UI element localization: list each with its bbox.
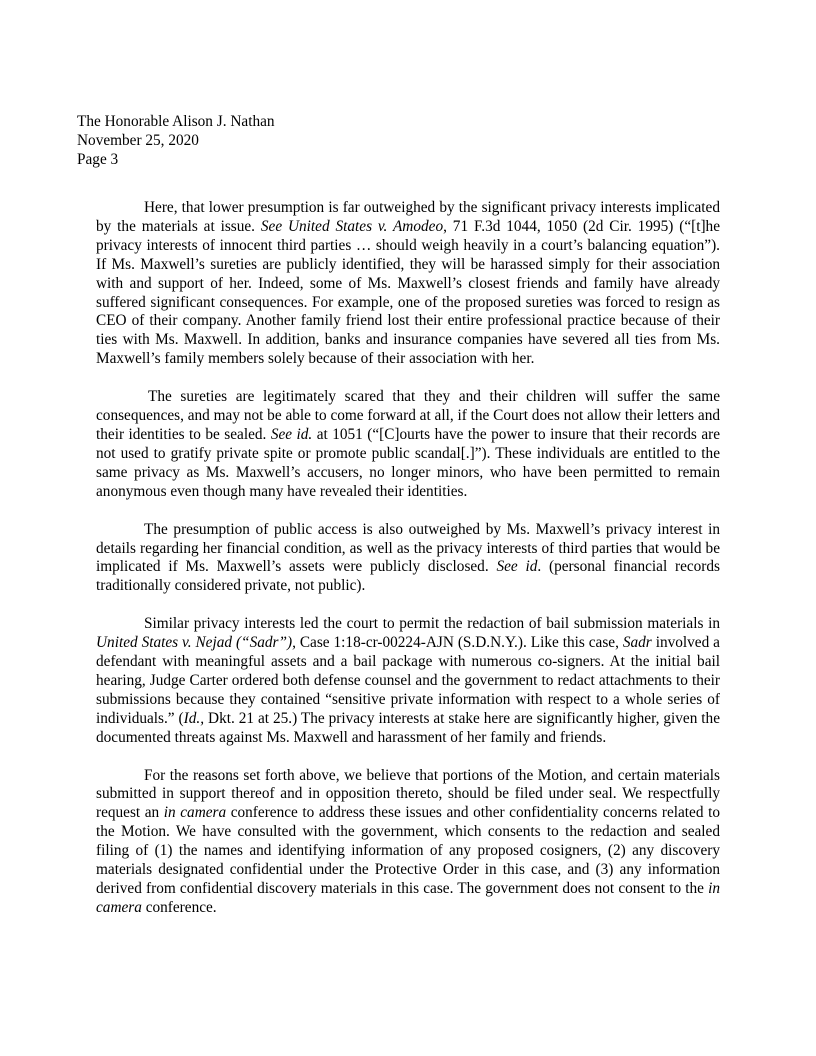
letter-header (77, 112, 275, 169)
date-line: November 25, 2020 (77, 132, 199, 149)
text-run: at 1051 (“[C]ourts have the power to insure that their records are not used to gratify private spite or promote public scandal[.]”). These individuals are entitled to the same privacy as Ms. Maxwell’s accusers, no longer minors, who have been permitted to remain anonymous even though many have revealed their identities. (96, 425, 721, 500)
text-run: , 71 F.3d 1044, 1050 (2d Cir. 1995) (“[t]he privacy interests of innocent third parties … should weigh heavily in a court’s balancing equation”). If Ms. Maxwell’s sureties are publicly identified, they will be harassed simply for their association with and support of her. Indeed, some of Ms. Maxwell’s closest friends and family have already suffered significant consequences. For example, one of the proposed sureties was forced to resign as CEO of their company. Another family friend lost their entire professional practice because of their ties with Ms. Maxwell. In addition, banks and insurance companies have severed all ties from Ms. Maxwell’s family members solely because of their association with her. (96, 217, 720, 368)
case-citation: See id (496, 558, 538, 576)
paragraph-privacy-interests (96, 199, 720, 369)
text-run: involved a defendant with meaningful assets and a bail package with numerous co-signers. At the initial bail hearing, Judge Carter ordered both defense counsel and the government to redact attachments to their submissions because they contained “sensitive private information with respect to a whole series of individuals.” ( (96, 634, 720, 727)
paragraph-conclusion (96, 767, 720, 918)
case-citation: See United States v. Amodeo (260, 217, 444, 235)
text-run: The sureties are legitimately scared that they and their children will suffer the same consequences, and may not be able to come forward at all, if the Court does not allow their letters and their identities to be sealed. (96, 388, 720, 443)
case-citation: See id. (270, 425, 313, 443)
text-run: The presumption of public access is also outweighed by Ms. Maxwell’s privacy interest in details regarding her financial condition, as well as the privacy interests of third parties that would be implicated if Ms. Maxwell’s assets were publicly disclosed. (96, 520, 720, 576)
text-run: Similar privacy interests led the court to permit the redaction of bail submission materials in (144, 615, 720, 633)
text-run: Dkt. 21 at 25.) The privacy interests at stake here are significantly higher, given the documented threats against Ms. Maxwell and harassment of her family and friends. (96, 709, 720, 746)
text-run: conference. (141, 898, 217, 916)
italic-term: in camera (96, 880, 720, 916)
page-number-line: Page 3 (77, 151, 119, 168)
italic-term: in camera (163, 804, 227, 822)
paragraph-sureties (96, 388, 720, 501)
text-run: conference to address these issues and other confidentiality concerns related to the Motion. We have consulted with the government, which consents to the redaction and sealed filing of (1) the names and identifying information of any proposed cosigners, (2) any discovery materials designated confidential under the Protective Order in this case, and (3) any information derived from confidential discovery materials in this case. The government does not consent to the (96, 804, 720, 897)
paragraph-financial-condition (96, 521, 720, 597)
text-run: For the reasons set forth above, we believe that portions of the Motion, and certain materials submitted in support thereof and in opposition thereto, should be filed under seal. We respectfully request an (96, 766, 720, 822)
text-run: Case 1:18-cr-00224-AJN (S.D.N.Y.). Like this case, (295, 634, 623, 652)
case-citation: Id., (183, 709, 205, 727)
letter-body (96, 199, 720, 937)
paragraph-sadr-precedent (96, 615, 720, 747)
text-run: Here, that lower presumption is far outweighed by the significant privacy interests implicated by the materials at issue. (96, 199, 720, 235)
case-citation: Sadr (622, 634, 652, 652)
case-citation: United States v. Nejad (“Sadr”), (96, 634, 296, 652)
text-run: . (personal financial records traditionally considered private, not public). (96, 558, 720, 595)
recipient-line: The Honorable Alison J. Nathan (77, 113, 275, 130)
